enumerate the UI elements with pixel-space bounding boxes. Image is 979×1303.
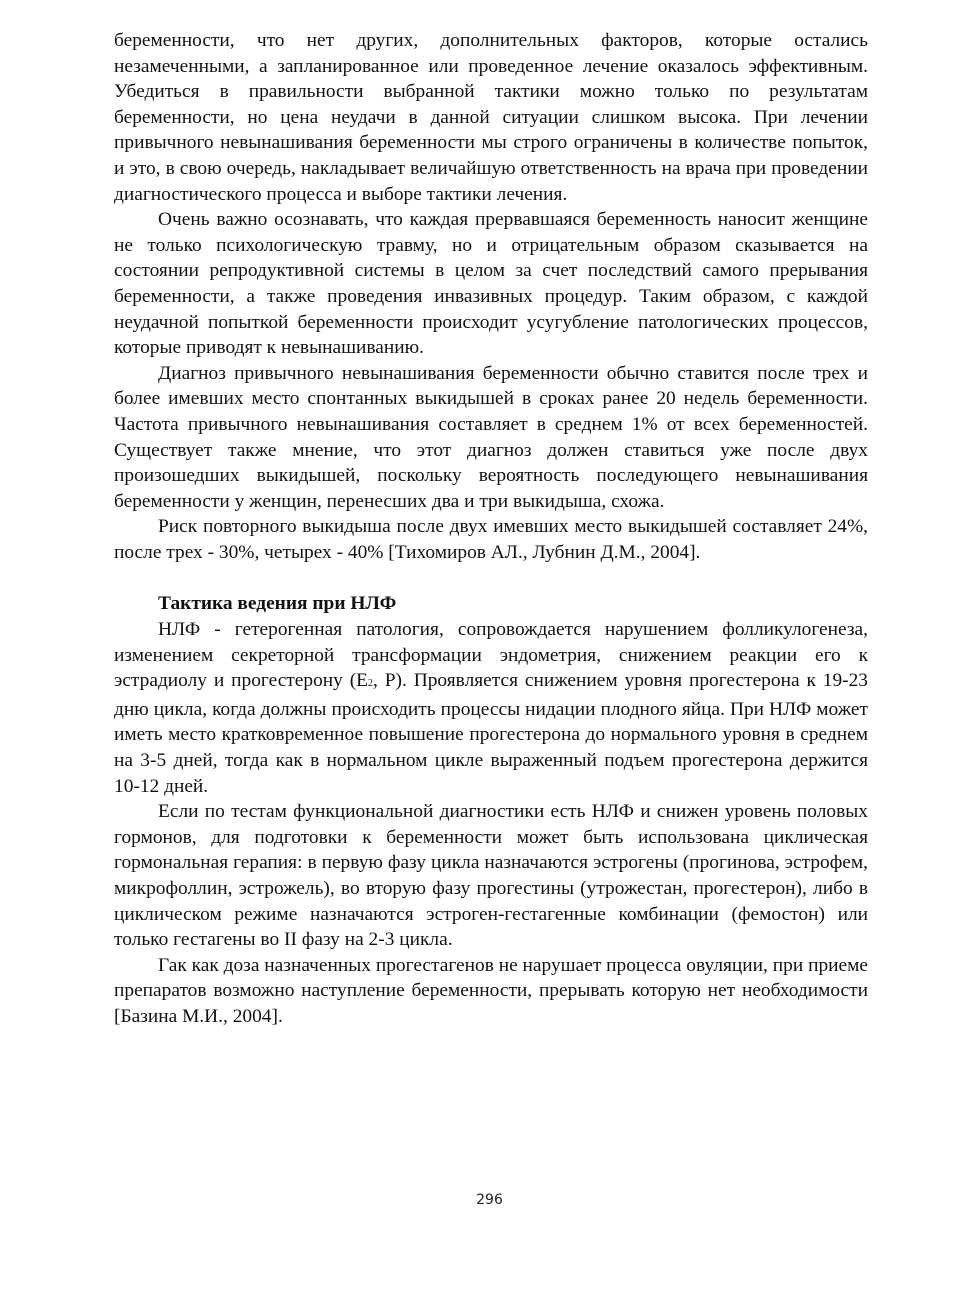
paragraph-6: Если по тестам функциональной диагностики есть НЛФ и снижен уровень половых гормонов, для подготовки к беременности может быть использована циклическая гормональная герапия: в первую фазу цикла назначаются эстрогены (прогинова, эстрофем, микрофоллин, эстрожель), во вторую фазу прогестины (утрожестан, прогестерон), либо в циклическом режиме назначаются эстроген-гестагенные комбинации (фемостон) или только гестагены во II фазу на 2-3 цикла. [114, 801, 868, 951]
paragraph-3: Диагноз привычного невынашивания беременности обычно ставится после трех и более имевших место спонтанных выкидышей в сроках ранее 20 недель беременности. Частота привычного невынашивания составляет в среднем 1% от всех беременностей. Существует также мнение, что этот диагноз должен ставиться уже после двух произошедших выкидышей, поскольку вероятность последующего невынашивания беременности у женщин, перенесших два и три выкидыша, схожа. [114, 362, 868, 512]
paragraph-2: Очень важно осознавать, что каждая прервавшаяся беременность наносит женщине не только психологическую травму, но и отрицательным образом сказывается на состоянии репродуктивной системы в целом за счет последствий самого прерывания беременности, а также проведения инвазивных процедур. Таким образом, с каждой неудачной попыткой беременности происходит усугубление патологических процессов, которые приводят к невынашиванию. [114, 209, 868, 359]
paragraph-1: беременности, что нет других, дополнительных факторов, которые остались незамеченными, а запланированное или проведенное лечение оказалось эффективным. Убедиться в правильности выбранной тактики можно только по результатам беременности, но цена неудачи в данной ситуации слишком высока. При лечении привычного невынашивания беременности мы строго ограничены в количестве попыток, и это, в свою очередь, накладывает величайшую ответственность на врача при проведении диагностического процесса и выборе тактики лечения. [114, 30, 868, 205]
paragraph-7: Гак как доза назначенных прогестагенов не нарушает процесса овуляции, при приеме препаратов возможно наступление беременности, прерывать которую нет необходимости [Базина М.И., 2004]. [114, 954, 868, 1027]
estradiol-subscript: 2 [368, 678, 374, 690]
document-page [114, 28, 868, 1030]
section-heading: Тактика ведения при НЛФ [158, 593, 397, 615]
page-number: 296 [476, 1192, 503, 1208]
paragraph-4: Риск повторного выкидыша после двух имевших место выкидышей составляет 24%, после трех - 30%, четырех - 40% [Тихомиров АЛ., Лубнин Д.М., 2004]. [114, 516, 868, 563]
paragraph-5-part-1: НЛФ - гетерогенная патология, сопровождается нарушением фолликулогенеза, изменением секреторной трансформации эндометрия, снижением реакции его к эстрадиолу и прогестерону (Е [114, 619, 868, 692]
paragraph-5-part-2: , Р). Проявляется снижением уровня прогестерона к 19-23 дню цикла, когда должны происходить процессы нидации плодного яйца. При НЛФ может иметь место кратковременное повышение прогестерона до нормального уровня в среднем на 3-5 дней, тогда как в нормальном цикле выраженный подъем прогестерона держится 10-12 дней. [114, 670, 868, 797]
paragraph-5 [114, 617, 868, 799]
